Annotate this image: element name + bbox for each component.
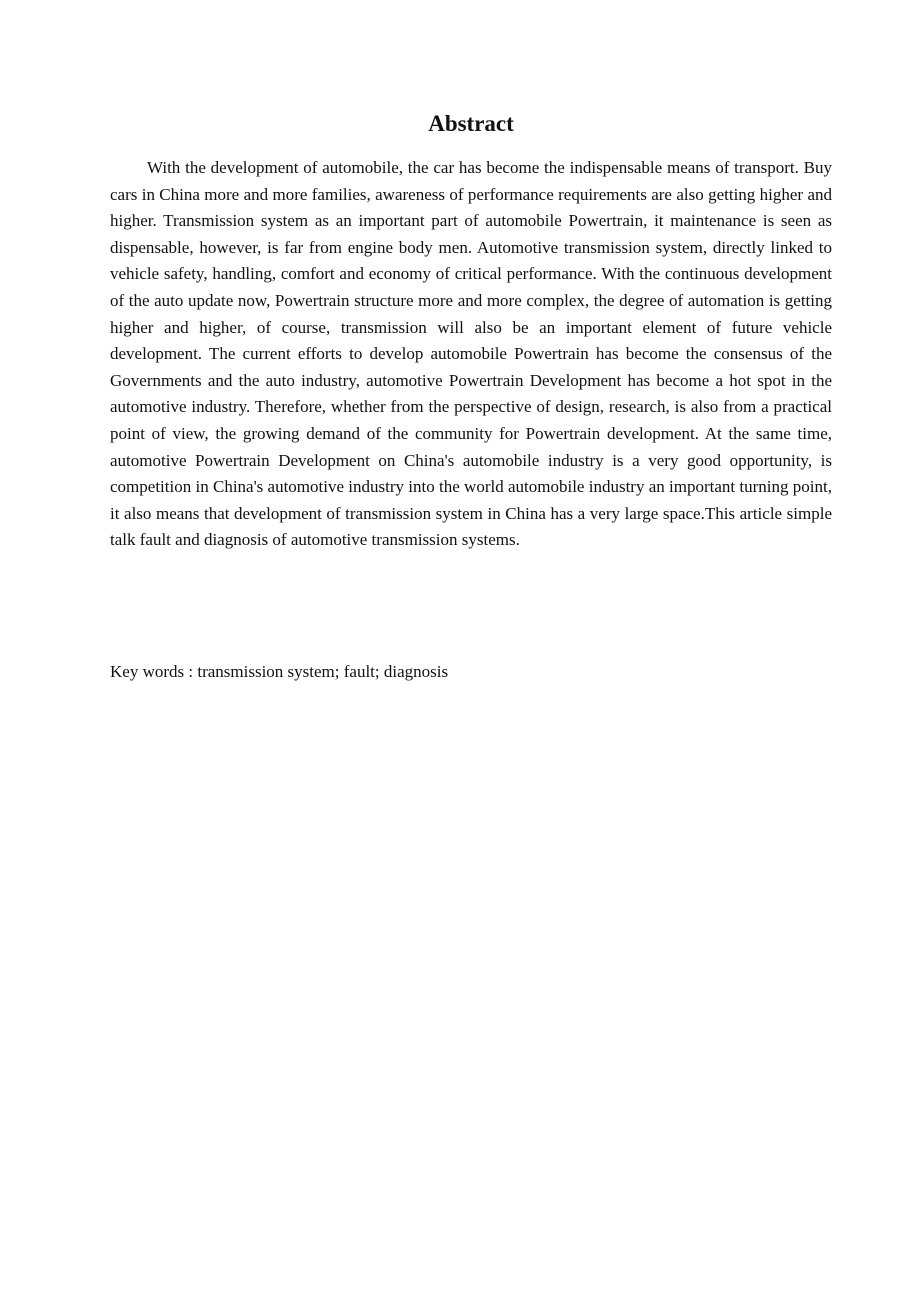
abstract-body: With the development of automobile, the car has become the indispensable means of transport. Buy cars in China more and more families, awareness of performance requirements are also getting higher and higher. Transmission system as an important part of automobile Powertrain, it maintenance is seen as dispensable, however, is far from engine body men. Automotive transmission system, directly linked to vehicle safety, handling, comfort and economy of critical performance. With the continuous development of the auto update now, Powertrain structure more and more complex, the degree of automation is getting higher and higher, of course, transmission will also be an important element of future vehicle development. The current efforts to develop automobile Powertrain has become the consensus of the Governments and the auto industry, automotive Powertrain Development has become a hot spot in the automotive industry. Therefore, whether from the perspective of design, research, is also from a practical point of view, the growing demand of the community for Powertrain development. At the same time, automotive Powertrain Development on China's automobile industry is a very good opportunity, is competition in China's automotive industry into the world automobile industry an important turning point, it also means that development of transmission system in China has a very large space.This article simple talk fault and diagnosis of automotive transmission systems. bbox=[110, 158, 832, 550]
keywords-line: Key words : transmission system; fault; diagnosis bbox=[110, 662, 449, 681]
abstract-title: Abstract bbox=[428, 111, 514, 136]
